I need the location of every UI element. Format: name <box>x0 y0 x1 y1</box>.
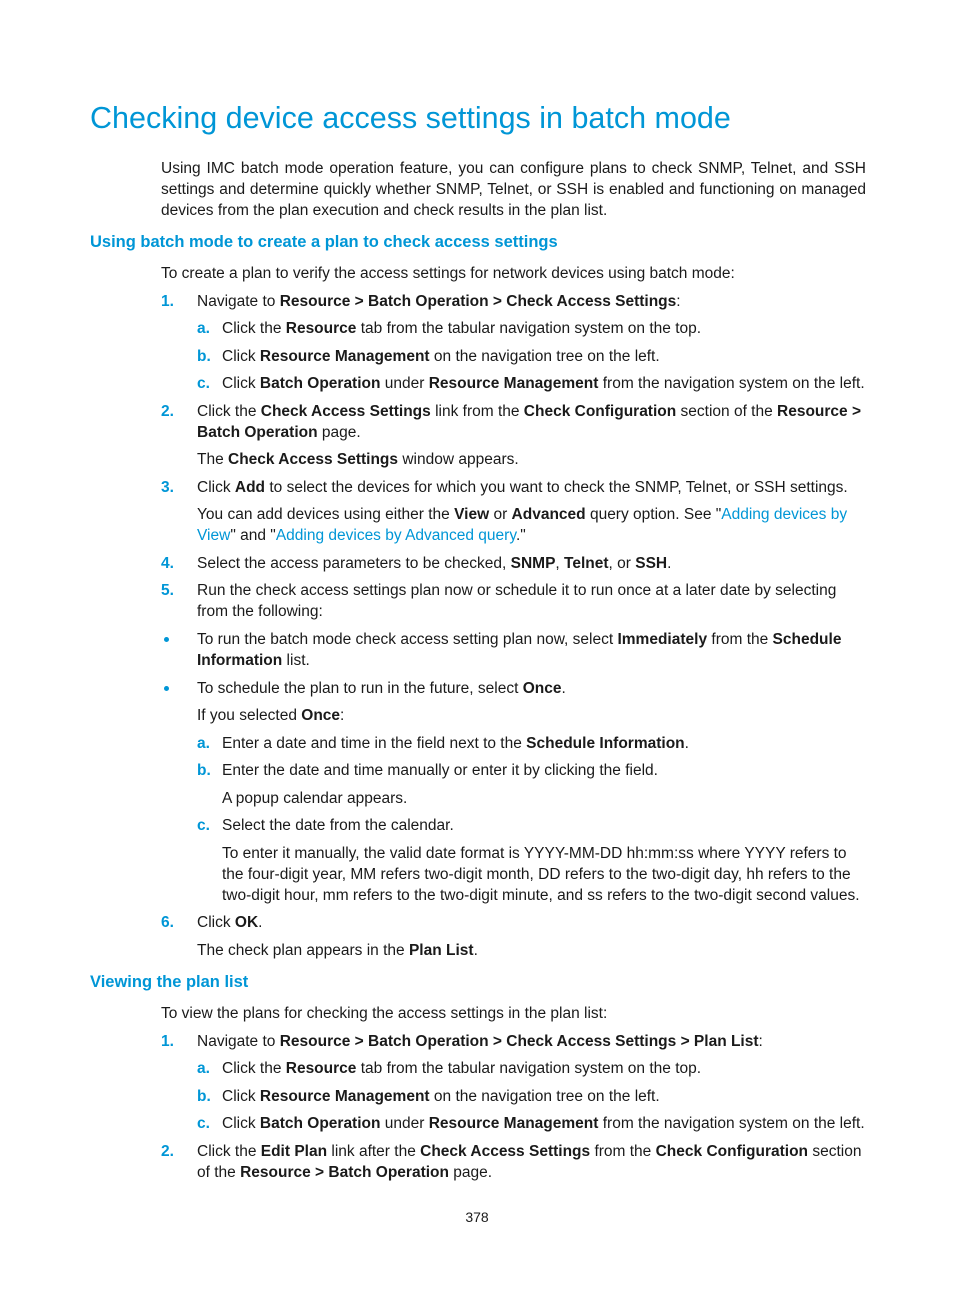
plan-step-1b: Click Resource Management on the navigation tree on the left. <box>222 1088 660 1105</box>
substep-letter: a. <box>197 1060 210 1077</box>
substep-letter: b. <box>197 762 211 779</box>
bullet-once-note: If you selected Once: <box>197 707 345 724</box>
step-6-note: The check plan appears in the Plan List. <box>197 942 478 959</box>
step-1: Navigate to Resource > Batch Operation > Check Access Settings: <box>197 293 681 310</box>
step-number: 6. <box>161 914 174 931</box>
step-number: 1. <box>161 1033 174 1050</box>
step-1c: Click Batch Operation under Resource Management from the navigation system on the left. <box>222 375 865 392</box>
step-5: Run the check access settings plan now or schedule it to run once at a later date by selecting from the following: <box>197 582 837 620</box>
step-6: Click OK. <box>197 914 263 931</box>
section-heading-plan-list: Viewing the plan list <box>90 973 249 991</box>
step-number: 3. <box>161 479 174 496</box>
once-step-c: Select the date from the calendar. <box>222 817 454 834</box>
step-2-note: The Check Access Settings window appears. <box>197 451 519 468</box>
step-4: Select the access parameters to be checked, SNMP, Telnet, or SSH. <box>197 555 672 572</box>
page-title: Checking device access settings in batch mode <box>90 101 731 135</box>
link-adding-devices-by-view[interactable]: Adding devices by View <box>197 506 848 544</box>
substep-letter: c. <box>197 817 210 834</box>
step-number: 1. <box>161 293 174 310</box>
step-number: 4. <box>161 555 174 572</box>
bullet-icon <box>164 637 169 642</box>
substep-letter: a. <box>197 735 210 752</box>
section-lead: To create a plan to verify the access settings for network devices using batch mode: <box>161 265 735 282</box>
step-3-note: You can add devices using either the View or Advanced query option. See "Adding devices by View" and "Adding devices by Advanced query." <box>197 506 848 544</box>
step-number: 2. <box>161 403 174 420</box>
step-1b: Click Resource Management on the navigation tree on the left. <box>222 348 660 365</box>
step-number: 5. <box>161 582 174 599</box>
once-step-a: Enter a date and time in the field next to the Schedule Information. <box>222 735 689 752</box>
section-heading-create-plan: Using batch mode to create a plan to check access settings <box>90 233 558 251</box>
once-step-b-note: A popup calendar appears. <box>222 790 408 807</box>
substep-letter: b. <box>197 348 211 365</box>
step-1a: Click the Resource tab from the tabular navigation system on the top. <box>222 320 702 337</box>
intro-paragraph: Using IMC batch mode operation feature, you can configure plans to check SNMP, Telnet, and SSH settings and determine quickly whether SNMP, Telnet, or SSH is enabled and functioning on managed devices from the plan execution and check results in the plan list. <box>161 160 866 219</box>
step-3: Click Add to select the devices for which you want to check the SNMP, Telnet, or SSH settings. <box>197 479 848 496</box>
once-step-c-note: To enter it manually, the valid date format is YYYY-MM-DD hh:mm:ss where YYYY refers to the four-digit year, MM refers two-digit month, DD refers to the two-digit day, hh refers to the two-digit hour, mm refers to the two-digit minute, and ss refers to the two-digit second values. <box>222 845 860 904</box>
substep-letter: c. <box>197 1115 210 1132</box>
page-number: 378 <box>465 1209 489 1225</box>
link-adding-devices-by-advanced-query[interactable]: Adding devices by Advanced query <box>275 527 516 544</box>
plan-step-2: Click the Edit Plan link after the Check Access Settings from the Check Configuration section of the Resource > Batch Operation page. <box>197 1143 862 1181</box>
once-step-b: Enter the date and time manually or enter it by clicking the field. <box>222 762 658 779</box>
step-number: 2. <box>161 1143 174 1160</box>
bullet-once: To schedule the plan to run in the future, select Once. <box>197 680 566 697</box>
plan-step-1a: Click the Resource tab from the tabular navigation system on the top. <box>222 1060 702 1077</box>
substep-letter: a. <box>197 320 210 337</box>
section-lead: To view the plans for checking the access settings in the plan list: <box>161 1005 608 1022</box>
substep-letter: b. <box>197 1088 211 1105</box>
step-2: Click the Check Access Settings link from the Check Configuration section of the Resource > Batch Operation page. <box>197 403 862 441</box>
plan-step-1: Navigate to Resource > Batch Operation > Check Access Settings > Plan List: <box>197 1033 763 1050</box>
bullet-icon <box>164 686 169 691</box>
substep-letter: c. <box>197 375 210 392</box>
bullet-immediately: To run the batch mode check access setting plan now, select Immediately from the Schedule Information list. <box>197 631 842 669</box>
plan-step-1c: Click Batch Operation under Resource Management from the navigation system on the left. <box>222 1115 865 1132</box>
